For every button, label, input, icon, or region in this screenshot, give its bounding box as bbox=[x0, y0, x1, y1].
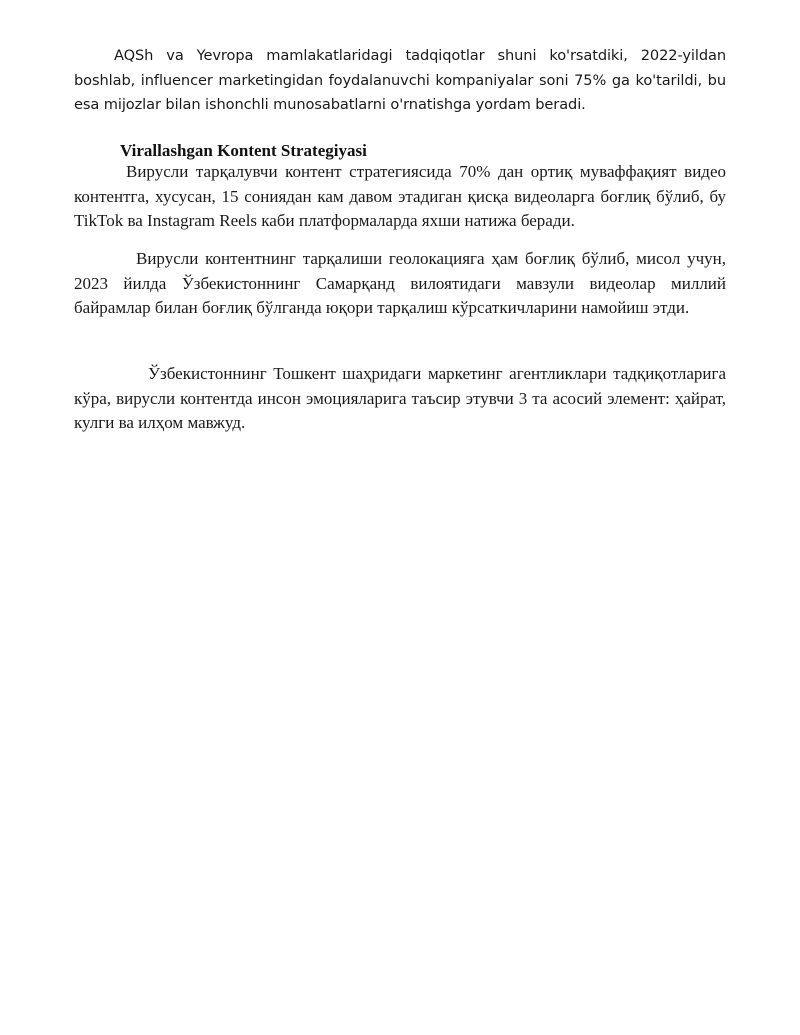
body-paragraph-geolocation: Вирусли контентнинг тарқалиши геолокацияга ҳам боғлиқ бўлиб, мисол учун, 2023 йилда Ўзбекистоннинг Самарқанд вилоятидаги мавзули видеолар миллий байрамлар билан боғлиқ бўлганда юқори тарқалиш кўрсаткичларини намойиш этди. bbox=[74, 249, 726, 317]
body-paragraph-emotions: Ўзбекистоннинг Тошкент шаҳридаги маркетинг агентликлари тадқиқотларига кўра, вирусли контентда инсон эмоцияларига таъсир этувчи 3 та асосий элемент: ҳайрат, кулги ва илҳом мавжуд. bbox=[74, 364, 726, 432]
intro-paragraph: AQSh va Yevropa mamlakatlaridagi tadqiqotlar shuni ko'rsatdiki, 2022-yildan boshlab, influencer marketingidan foydalanuvchi kompaniyalar soni 75% ga ko'tarildi, bu esa mijozlar bilan ishonchli munosabatlarni o'rnatishga yordam beradi. bbox=[74, 47, 726, 113]
body-paragraph-video-content: Вирусли тарқалувчи контент стратегиясида 70% дан ортиқ муваффақият видео контентга, хусусан, 15 сониядан кам давом этадиган қисқа видеоларга боғлиқ бўлиб, бу TikTok ва Instagram Reels каби платформаларда яхши натижа беради. bbox=[74, 162, 726, 230]
section-heading: Virallashgan Kontent Strategiyasi bbox=[120, 141, 367, 160]
